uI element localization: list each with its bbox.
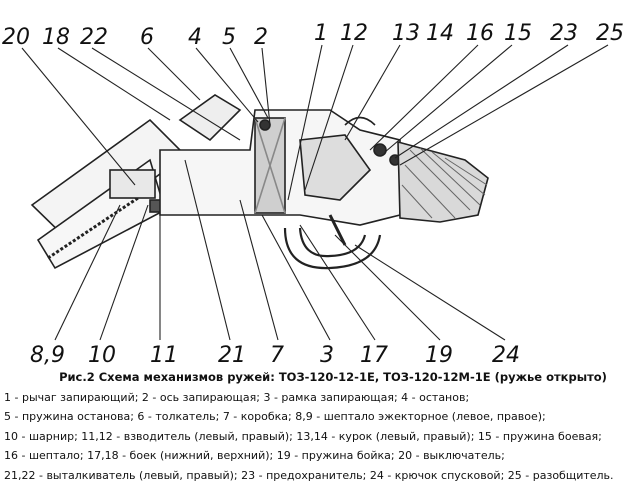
callout-4: 4	[188, 25, 202, 50]
callout-8-9: 8,9	[30, 343, 65, 368]
callout-14: 14	[426, 21, 454, 46]
callout-16: 16	[466, 21, 494, 46]
caption-title: Рис.2 Схема механизмов ружей: ТОЗ-120-12-1Е, ТОЗ-120-12М-1Е (ружье открыто)	[59, 370, 607, 384]
legend-line: 16 - шептало; 17,18 - боек (нижний, верхний); 19 - пружина бойка; 20 - выключатель;	[4, 449, 505, 462]
callout-13: 13	[392, 21, 420, 46]
callout-23: 23	[550, 21, 578, 46]
callout-24: 24	[492, 343, 520, 368]
callout-22: 22	[80, 25, 108, 50]
callout-21: 21	[218, 343, 246, 368]
callout-7: 7	[270, 343, 284, 368]
callout-3: 3	[320, 343, 334, 368]
callout-20: 20	[2, 25, 30, 50]
callout-18: 18	[42, 25, 70, 50]
callout-6: 6	[140, 25, 154, 50]
legend-line: 5 - пружина останова; 6 - толкатель; 7 - коробка; 8,9 - шептало эжекторное (левое, правое);	[4, 410, 546, 423]
stock-drawing	[398, 142, 488, 222]
callout-19: 19	[425, 343, 453, 368]
callout-25: 25	[596, 21, 624, 46]
figure-caption	[0, 368, 626, 485]
legend-line: 10 - шарнир; 11,12 - взводитель (левый, правый); 13,14 - курок (левый, правый); 15 - пружина боевая;	[4, 429, 602, 443]
legend-line: 1 - рычаг запирающий; 2 - ось запирающая; 3 - рамка запирающая; 4 - останов;	[4, 390, 470, 404]
callout-17: 17	[360, 343, 388, 368]
callout-15: 15	[504, 21, 532, 46]
callout-11: 11	[150, 343, 178, 368]
callout-10: 10	[88, 343, 116, 368]
callout-2: 2	[254, 25, 268, 50]
callout-5: 5	[222, 25, 236, 50]
callout-1: 1	[314, 21, 328, 46]
legend-line: 21,22 - выталкиватель (левый, правый); 23 - предохранитель; 24 - крючок спусковой; 25 - разобщитель.	[4, 468, 614, 482]
callout-12: 12	[340, 21, 368, 46]
